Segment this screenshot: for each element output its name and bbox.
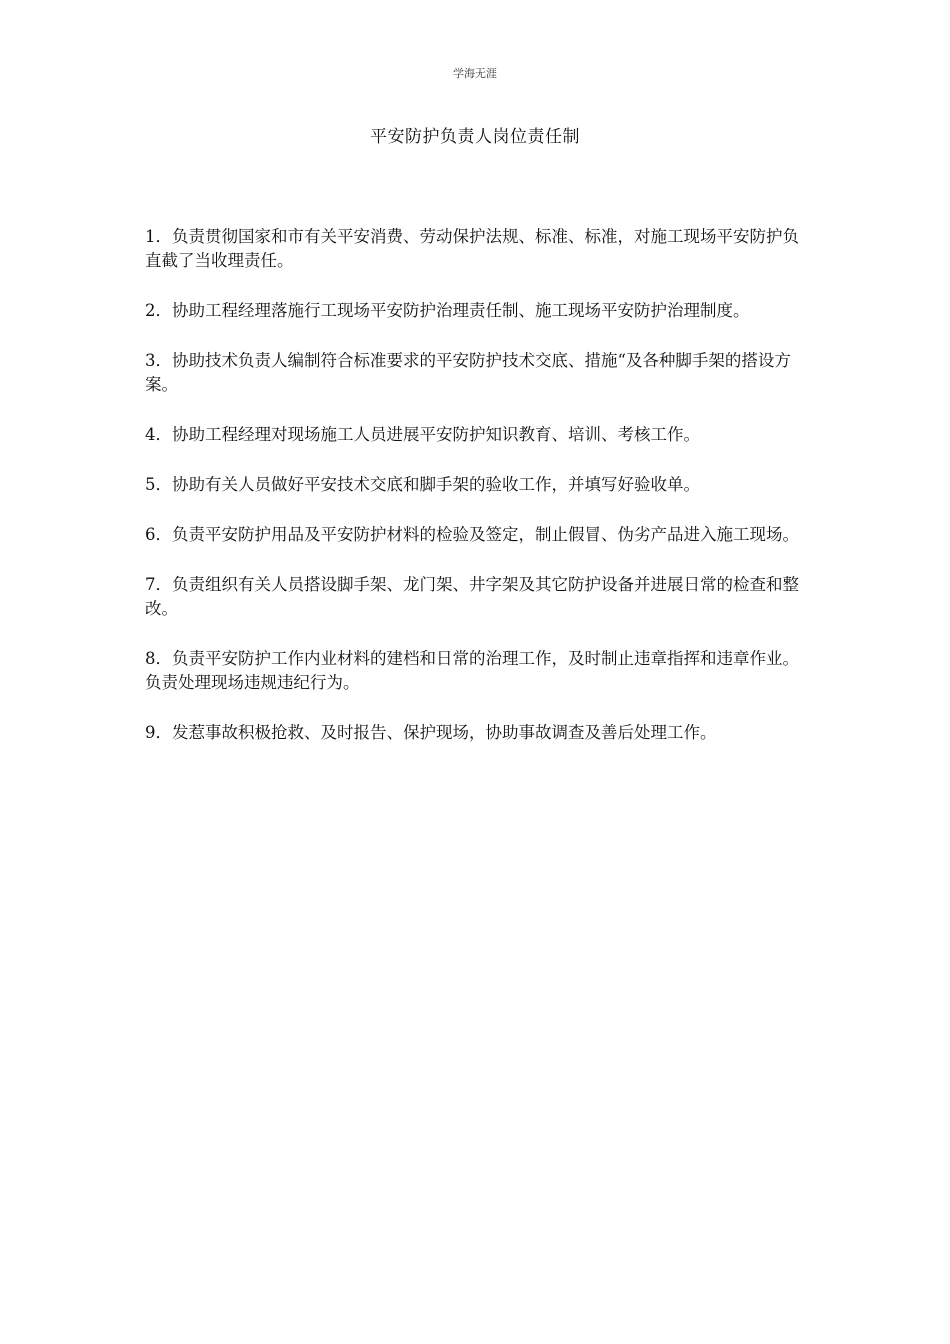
document-body (145, 225, 800, 771)
list-item-9: 9．发惹事故积极抢救、及时报告、保护现场，协助事故调查及善后处理工作。 (145, 723, 717, 742)
list-item-6: 6．负责平安防护用品及平安防护材料的检验及签定，制止假冒、伪劣产品进入施工现场。 (145, 525, 799, 544)
list-item-8: 8．负责平安防护工作内业材料的建档和日常的治理工作，及时制止违章指挥和违章作业。负责处理现场违规违纪行为。 (145, 649, 799, 692)
document-title: 平安防护负责人岗位责任制 (370, 127, 580, 147)
page-header: 学海无涯 (453, 67, 497, 80)
list-item-5: 5．协助有关人员做好平安技术交底和脚手架的验收工作，并填写好验收单。 (145, 475, 700, 494)
list-item-3: 3．协助技术负责人编制符合标准要求的平安防护技术交底、措施“及各种脚手架的搭设方案。 (145, 351, 791, 394)
list-item-2: 2．协助工程经理落施行工现场平安防护治理责任制、施工现场平安防护治理制度。 (145, 301, 750, 320)
list-item-4: 4．协助工程经理对现场施工人员进展平安防护知识教育、培训、考核工作。 (145, 425, 700, 444)
list-item-1: 1．负责贯彻国家和市有关平安消费、劳动保护法规、标准、标准，对施工现场平安防护负直截了当收理责任。 (145, 227, 799, 270)
list-item-7: 7．负责组织有关人员搭设脚手架、龙门架、井字架及其它防护设备并进展日常的检查和整改。 (145, 575, 799, 618)
